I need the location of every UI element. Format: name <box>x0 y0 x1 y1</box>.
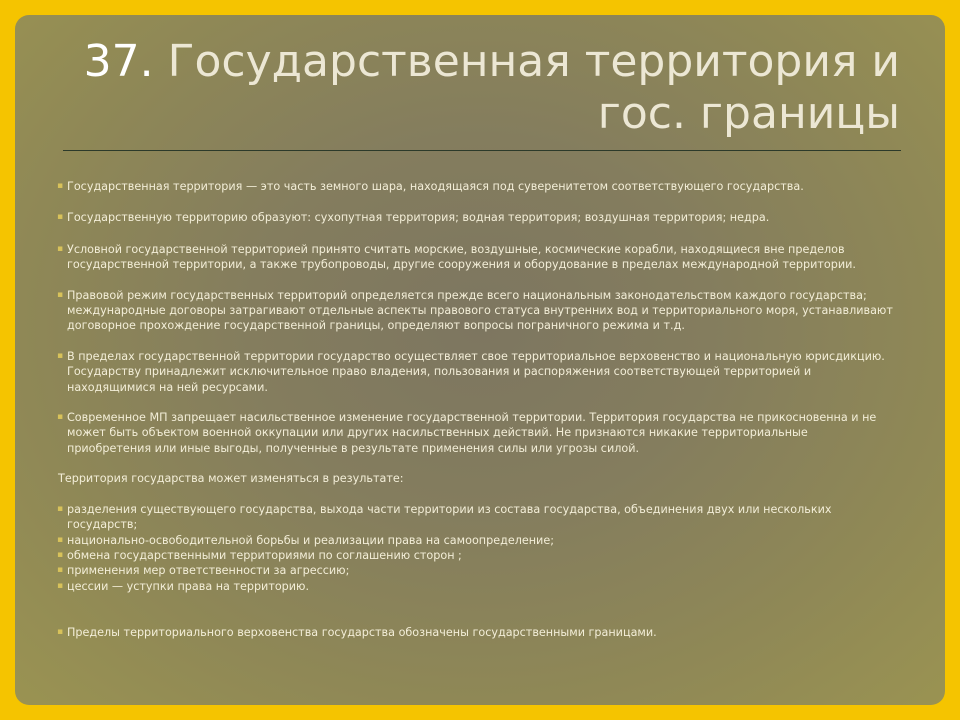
title-text-2: гос. границы <box>597 88 900 139</box>
paragraph-text: Условной государственной территорией принято считать морские, воздушные, космические корабли, находящиеся вне пределов государственной территории, а также трубопроводы, другие сооружения и оборудование в пределах международной территории. <box>67 242 856 272</box>
bullet-icon: ▪ <box>57 627 64 638</box>
list-item <box>55 563 895 578</box>
list-item <box>55 533 895 548</box>
bullet-icon: ▪ <box>57 289 64 300</box>
bullet-icon: ▪ <box>57 412 64 423</box>
paragraph <box>55 210 895 225</box>
paragraph-text: Государственная территория — это часть земного шара, находящаяся под суверенитетом соответствующего государства. <box>67 180 804 193</box>
bullet-icon: ▪ <box>57 212 64 223</box>
list-item <box>55 579 895 594</box>
list-item-text: национально-освободительной борьбы и реализации права на самоопределение; <box>67 533 554 547</box>
list-item-text: цессии — уступки права на территорию. <box>67 579 310 593</box>
list-item-text: разделения существующего государства, выхода части территории из состава государства, объединения двух или нескольких государств; <box>67 502 832 532</box>
title-divider <box>63 150 901 151</box>
bullet-icon: ▪ <box>57 549 64 560</box>
paragraph-text: Пределы территориального верховенства государства обозначены государственными границами. <box>67 626 657 640</box>
title-text-1: Государственная территория и <box>167 36 900 87</box>
bullet-icon: ▪ <box>57 350 64 361</box>
paragraph <box>55 179 895 194</box>
change-list <box>55 502 895 594</box>
change-heading: Территория государства может изменяться в результате: <box>58 472 404 486</box>
bullet-icon: ▪ <box>57 243 64 254</box>
paragraph <box>55 625 895 640</box>
paragraph-text: Государственную территорию образуют: сухопутная территория; водная территория; воздушная территория; недра. <box>67 211 770 225</box>
bullet-icon: ▪ <box>57 565 64 576</box>
paragraph-text: Правовой режим государственных территорий определяется прежде всего национальным законодательством каждого государства; международные договоры затрагивают отдельные аспекты правового статуса внутренних вод и территориального моря, устанавливают договорное прохождение государственной границы, определяют вопросы пограничного режима и т.д. <box>67 288 893 333</box>
bullet-icon: ▪ <box>57 503 64 514</box>
paragraph <box>55 288 895 334</box>
paragraph-text: Современное МП запрещает насильственное изменение государственной территории. Территория государства не прикосновенна и не может быть объектом военной оккупации или других насильственных действий. Не признаются никакие территориальные приобретения или иные выгоды, полученные в результате применения силы или угрозы силой. <box>67 411 877 455</box>
paragraph <box>55 410 895 456</box>
title-line-1 <box>80 36 900 88</box>
title-number: 37. <box>83 36 154 87</box>
slide-title <box>80 36 900 140</box>
bullet-icon: ▪ <box>57 181 64 191</box>
bullet-icon: ▪ <box>57 534 64 545</box>
list-item-text: обмена государственными территориями по соглашению сторон ; <box>67 548 462 562</box>
paragraph-text: В пределах государственной территории государство осуществляет свое территориальное верховенство и национальную юрисдикцию. Государству принадлежит исключительное право владения, пользования и распоряжения соответствующей территорией и находящимися на ней ресурсами. <box>67 349 885 394</box>
list-item <box>55 548 895 563</box>
bullet-icon: ▪ <box>57 580 64 591</box>
slide-content <box>55 179 895 641</box>
list-item <box>55 502 895 533</box>
paragraph <box>55 242 895 273</box>
paragraph <box>55 349 895 395</box>
list-item-text: применения мер ответственности за агрессию; <box>67 564 350 578</box>
